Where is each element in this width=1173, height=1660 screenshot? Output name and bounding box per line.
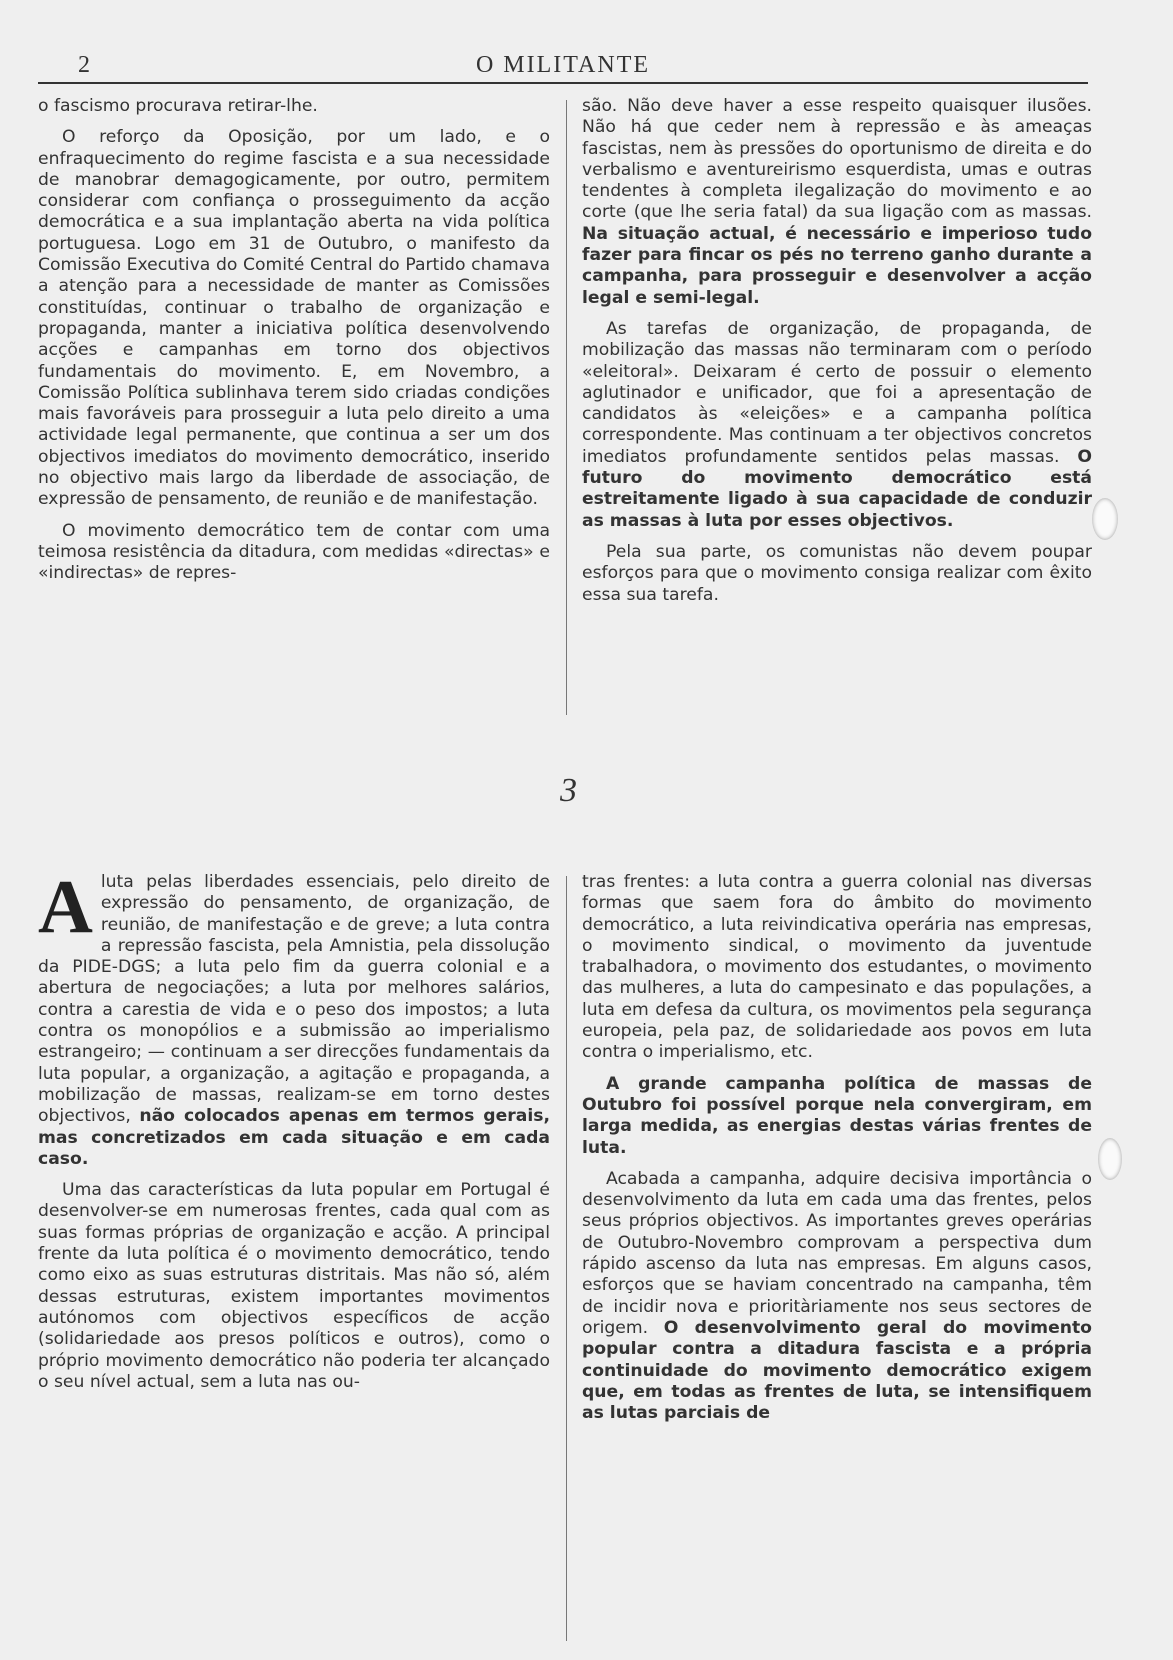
- column-bottom-left: [38, 865, 550, 1403]
- paragraph-bold-text: O futuro do movimento democrático está estreitamente ligado à sua capacidade de conduzir as massas à luta por esses objectivos.: [582, 446, 1092, 531]
- punch-hole: [1098, 1138, 1122, 1180]
- drop-cap: A: [38, 865, 93, 949]
- paragraph: tras frentes: a luta contra a guerra colonial nas diversas formas que saem fora do âmbito do movimento democrático, a luta reivindicativa operária nas empresas, o movimento sindical, o movimento da juventude trabalhadora, o movimento dos estudantes, o movimento das mulheres, a luta do campesinato e das populações, a luta em defesa da cultura, os movimentos pela segurança europeia, pela paz, de solidariedade aos povos em luta contra o imperialismo, etc.: [582, 872, 1092, 1063]
- paragraph: [582, 1074, 1092, 1159]
- paragraph-bold-text: O desenvolvimento geral do movimento popular contra a ditadura fascista e a própria continuidade do movimento democrático exigem que, em todas as frentes de luta, se intensifiquem as lutas parciais de: [582, 1317, 1092, 1424]
- punch-hole: [1092, 498, 1118, 540]
- paragraph: Pela sua parte, os comunistas não devem poupar esforços para que o movimento consiga realizar com êxito essa sua tarefa.: [582, 541, 1092, 605]
- paragraph-text: são. Não deve haver a esse respeito quaisquer ilusões. Não há que ceder nem à repressão e às ameaças fascistas, nem às pressões do oportunismo de direita e do verbalismo e aventureirismo esquerdista, umas e outras tendentes à completa ilegalização do movimento e ao corte (que lhe seria fatal) da sua ligação com as massas.: [582, 96, 1092, 223]
- paragraph-text: As tarefas de organização, de propaganda, de mobilização das massas não terminaram com o período «eleitoral». Deixaram é certo de possuir o elemento aglutinador e unificador, que foi a apresentação de candidatos às «eleições» e a campanha política correspondente. Mas continuam a ter objectivos concretos imediatos profundamente sentidos pelas massas.: [582, 318, 1092, 467]
- paragraph: [38, 865, 550, 1170]
- column-top-left: [38, 96, 550, 595]
- paragraph: O movimento democrático tem de contar com uma teimosa resistência da ditadura, com medidas «directas» e «indirectas» de repres-: [38, 520, 550, 584]
- page-number: 2: [78, 52, 90, 78]
- paragraph-bold-text: não colocados apenas em termos gerais, mas concretizados em cada situação e em cada caso.: [38, 1106, 550, 1169]
- column-divider: [566, 100, 567, 715]
- paragraph: o fascismo procurava retirar-lhe.: [38, 96, 318, 116]
- paragraph: [582, 1169, 1092, 1425]
- column-divider: [566, 876, 567, 1641]
- paragraph: O reforço da Oposição, por um lado, e o enfraquecimento do regime fascista e a sua necessidade de manobrar demagogicamente, por outro, permitem considerar com confiança o prosseguimento da acção democrática e a sua implantação aberta na vida política portuguesa. Logo em 31 de Outubro, o manifesto da Comissão Executiva do Comité Central do Partido chamava a atenção para a necessidade de manter as Comissões constituídas, continuar o trabalho de organização e propaganda, manter a iniciativa política desenvolvendo acções e campanhas em torno dos objectivos fundamentais do movimento. E, em Novembro, a Comissão Política sublinhava terem sido criadas condições mais favoráveis para prosseguir a luta pelo direito a uma actividade legal permanente, que continua a ser um dos objectivos imediatos do movimento democrático, inserido no objectivo mais largo da liberdade de associação, de expressão de pensamento, de reunião e de manifestação.: [38, 127, 550, 510]
- page-header: [38, 48, 1088, 84]
- section-number: 3: [560, 772, 577, 809]
- paragraph-text: Acabada a campanha, adquire decisiva importância o desenvolvimento da luta em cada uma das frentes, pelos seus próprios objectivos. As importantes greves operárias de Outubro-Novembro comprovam a perspectiva dum rápido ascenso da luta nas empresas. Em alguns casos, esforços que se haviam concentrado na campanha, têm de incidir nova e prioritàriamente nos seus sectores de origem.: [582, 1168, 1092, 1338]
- paragraph: Uma das características da luta popular em Portugal é desenvolver-se em numerosas frentes, cada qual com as suas formas próprias de organização e acção. A principal frente da luta política é o movimento democrático, tendo como eixo as suas estruturas distritais. Mas não só, além dessas estruturas, existem importantes movimentos autónomos com objectivos específicos de acção (solidariedade aos presos políticos e outros), como o próprio movimento democrático não poderia ter alcançado o seu nível actual, sem a luta nas ou-: [38, 1180, 550, 1392]
- paragraph-bold-text: Na situação actual, é necessário e imperioso tudo fazer para fincar os pés no terreno ganho durante a campanha, para prosseguir e desenvolver a acção legal e semi-legal.: [582, 223, 1092, 308]
- column-top-right: [582, 96, 1092, 616]
- paragraph-text: luta pelas liberdades essenciais, pelo direito de expressão do pensamento, de organização, de reunião, de manifestação e de greve; a luta contra a repressão fascista, pela Amnistia, pela dissolução da PIDE-DGS; a luta pelo fim da guerra colonial e a abertura de negociações; a luta por melhores salários, contra a carestia de vida e o peso dos impostos; a luta contra os monopólios e a submissão ao imperialismo estrangeiro; — continuam a ser direcções fundamentais da luta popular, a organização, a agitação e propaganda, a mobilização de massas, realizam-se em torno destes objectivos,: [38, 872, 550, 1127]
- paragraph: [582, 96, 1092, 309]
- column-bottom-right: [582, 872, 1092, 1434]
- masthead-title: O MILITANTE: [475, 52, 651, 78]
- paragraph: [582, 319, 1092, 532]
- paragraph-bold-text: A grande campanha política de massas de Outubro foi possível porque nela convergiram, em larga medida, as energias destas várias frentes de luta.: [582, 1073, 1092, 1158]
